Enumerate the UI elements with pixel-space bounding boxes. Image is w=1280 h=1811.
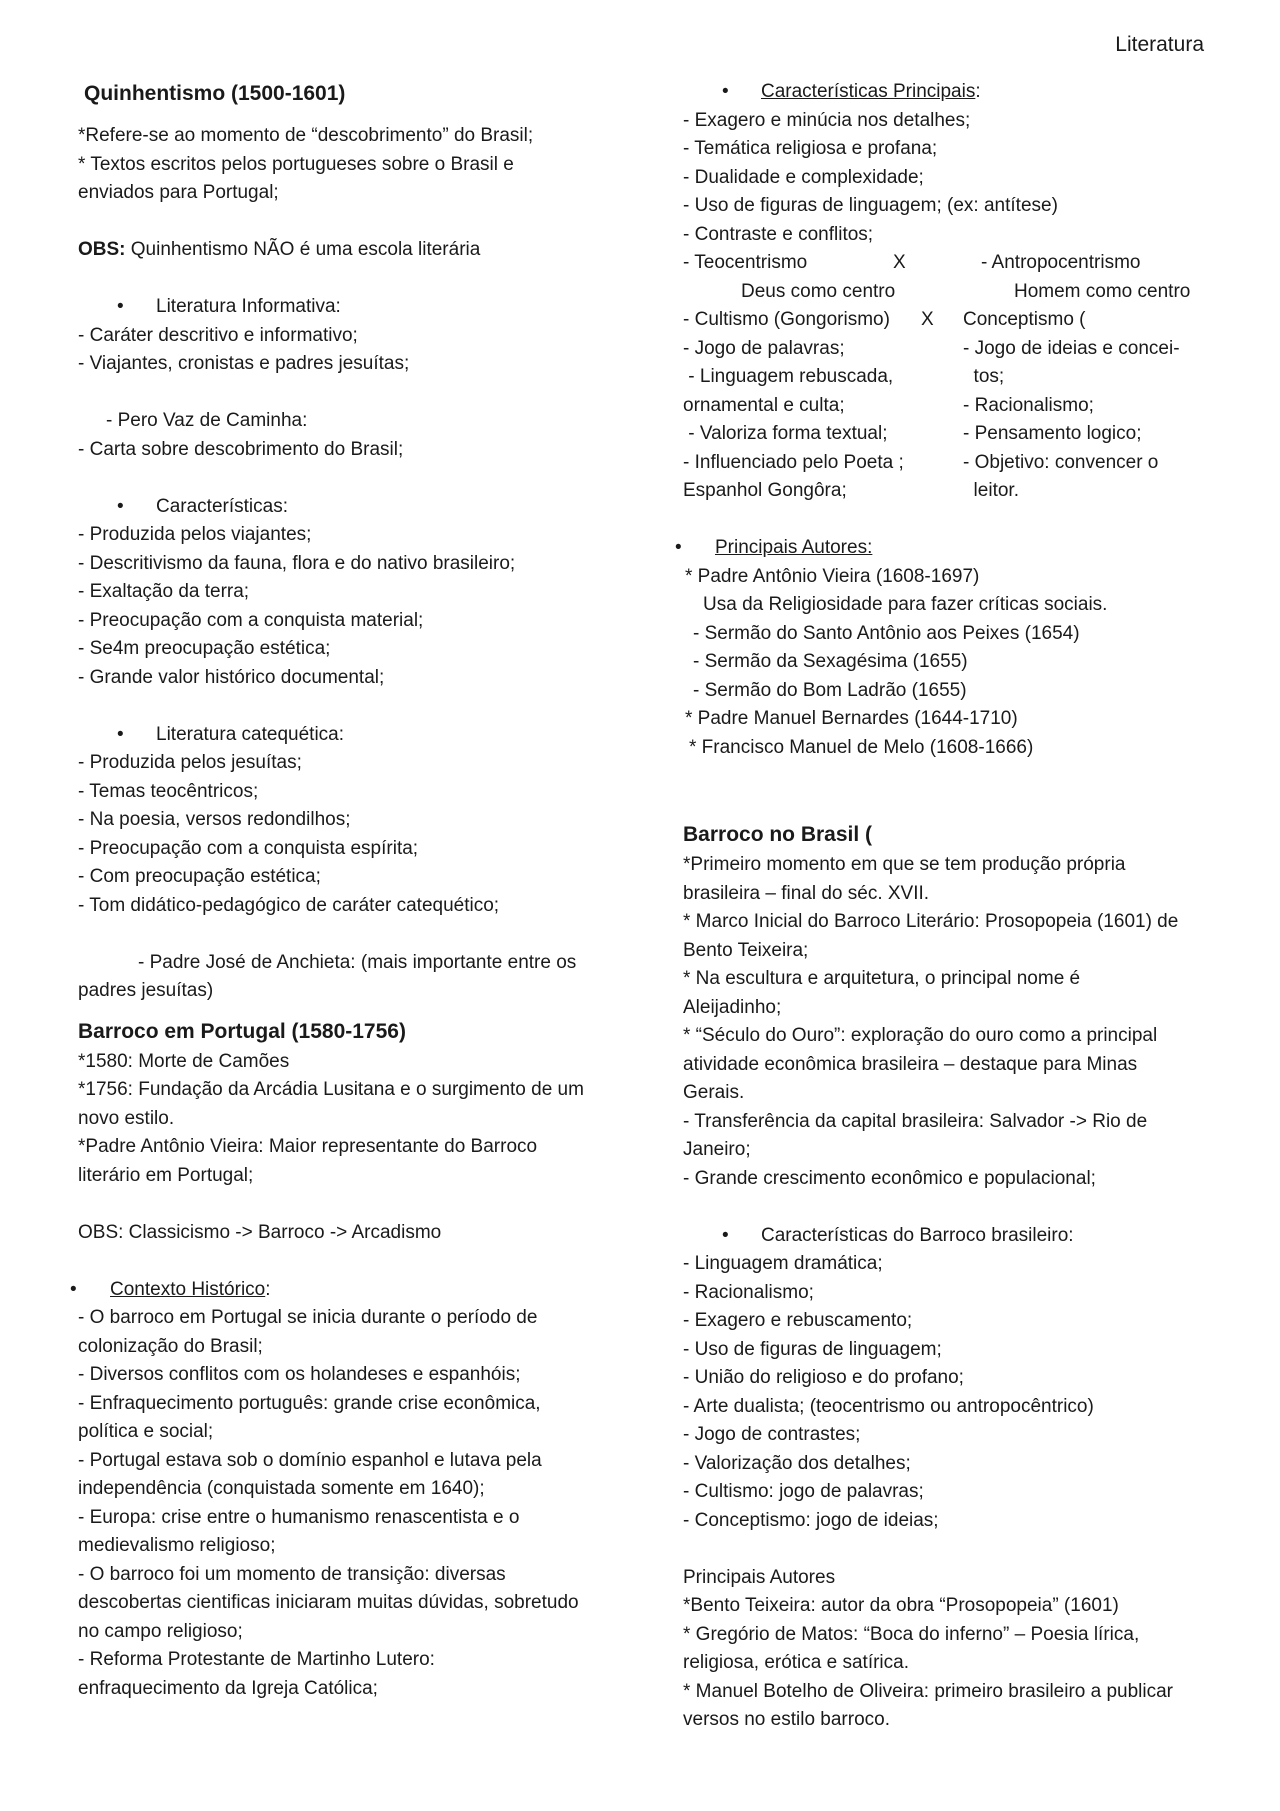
cultismo-x: X	[921, 309, 934, 330]
literatura-informativa-bullet: • Literatura Informativa:	[78, 293, 618, 322]
text-line: - O barroco foi um momento de transição: diversas	[78, 1563, 506, 1585]
literatura-catequetica-bullet: • Literatura catequética:	[78, 721, 618, 750]
text-line: *1580: Morte de Camões	[78, 1050, 290, 1072]
text-line: - Dualidade e complexidade;	[683, 166, 924, 188]
text-line: Bento Teixeira;	[683, 939, 809, 961]
pero-vaz-caminha-list	[78, 436, 618, 465]
cultismo-cell: - Influenciado pelo Poeta ;	[683, 451, 904, 473]
teocentrismo-x: X	[893, 252, 906, 273]
text-line: - Portugal estava sob o domínio espanhol e lutava pela	[78, 1449, 542, 1471]
cultismo-label: - Cultismo (Gongorismo)	[683, 309, 890, 330]
text-line: * Textos escritos pelos portugueses sobre o Brasil e	[78, 153, 514, 175]
principais-autores-br-list	[683, 1592, 1208, 1735]
vieira-description: Usa da Religiosidade para fazer críticas sociais.	[703, 594, 1108, 615]
comparison-row	[683, 449, 1208, 478]
text-line: - Reforma Protestante de Martinho Lutero:	[78, 1649, 435, 1670]
conceptismo-cell: - Racionalismo;	[963, 394, 1094, 416]
cultismo-cell: ornamental e culta;	[683, 394, 845, 416]
text-line: Janeiro;	[683, 1139, 751, 1160]
caracteristicas-barroco-br-bullet: • Características do Barroco brasileiro:	[683, 1222, 1208, 1251]
text-line: no campo religioso;	[78, 1620, 243, 1642]
barroco-portugal-title: Barroco em Portugal (1580-1756)	[78, 1019, 406, 1043]
obs-text: Quinhentismo NÃO é uma escola literária	[125, 239, 481, 260]
text-line: *Bento Teixeira: autor da obra “Prosopopeia” (1601)	[683, 1595, 1119, 1616]
conceptismo-label: Conceptismo (	[963, 309, 1086, 330]
anchieta-line-2: padres jesuítas)	[78, 980, 214, 1001]
literatura-informativa-list	[78, 322, 618, 379]
literatura-catequetica-list	[78, 749, 618, 920]
caracteristicas-bullet: • Características:	[78, 493, 618, 522]
caracteristicas-barroco-br-list	[683, 1250, 1208, 1535]
caracteristicas-principais-colon: :	[975, 81, 981, 102]
conceptismo-cell: tos;	[963, 366, 1005, 387]
text-line: Gerais.	[683, 1082, 745, 1103]
text-line: - Uso de figuras de linguagem;	[683, 1338, 942, 1360]
text-line: literário em Portugal;	[78, 1164, 254, 1186]
text-line: - Arte dualista; (teocentrismo ou antropocêntrico)	[683, 1395, 1094, 1417]
text-line: * Marco Inicial do Barroco Literário: Prosopopeia (1601) de	[683, 911, 1179, 932]
text-line: - Cultismo: jogo de palavras;	[683, 1481, 924, 1502]
text-line: - Com preocupação estética;	[78, 866, 321, 887]
text-line: * Na escultura e arquitetura, o principal nome é	[683, 968, 1081, 989]
text-line: * Gregório de Matos: “Boca do inferno” – Poesia lírica,	[683, 1623, 1140, 1645]
text-line: novo estilo.	[78, 1107, 175, 1129]
text-line: - Europa: crise entre o humanismo renascentista e o	[78, 1506, 520, 1528]
obs-note	[78, 236, 618, 265]
comparison-row	[683, 335, 1208, 364]
text-line: - Jogo de contrastes;	[683, 1424, 861, 1445]
text-line: - Racionalismo;	[683, 1281, 814, 1303]
text-line: colonização do Brasil;	[78, 1335, 263, 1357]
homem-centro-label: Homem como centro	[1014, 280, 1191, 302]
text-line: medievalismo religioso;	[78, 1535, 276, 1556]
sermao-sexagesima: - Sermão da Sexagésima (1655)	[693, 651, 968, 672]
text-line: - Carta sobre descobrimento do Brasil;	[78, 438, 404, 460]
text-line: - Se4m preocupação estética;	[78, 638, 331, 659]
text-line: - União do religioso e do profano;	[683, 1367, 964, 1388]
text-line: - Grande crescimento econômico e populacional;	[683, 1167, 1096, 1189]
caracteristicas-principais-title: Características Principais	[761, 81, 976, 102]
contexto-historico-bullet	[78, 1276, 618, 1305]
caracteristicas-list	[78, 521, 618, 692]
text-line: - Contraste e conflitos;	[683, 223, 874, 245]
text-line: religiosa, erótica e satírica.	[683, 1652, 909, 1673]
text-line: enviados para Portugal;	[78, 182, 279, 203]
text-line: - Viajantes, cronistas e padres jesuítas;	[78, 353, 410, 374]
deus-centro-label: Deus como centro	[741, 280, 896, 302]
comparison-row	[683, 477, 1208, 506]
autor-bernardes: * Padre Manuel Bernardes (1644-1710)	[685, 708, 1018, 729]
quinhentismo-title: Quinhentismo (1500-1601)	[84, 82, 346, 105]
sermao-bom-ladrao: - Sermão do Bom Ladrão (1655)	[693, 679, 967, 701]
anchieta-line-1: - Padre José de Anchieta: (mais importante entre os	[138, 951, 577, 973]
text-line: - Tom didático-pedagógico de caráter catequético;	[78, 894, 500, 916]
text-line: - Caráter descritivo e informativo;	[78, 324, 358, 346]
sermao-peixes: - Sermão do Santo Antônio aos Peixes (1654)	[693, 622, 1080, 644]
teocentrismo-row	[683, 249, 1208, 278]
text-line: - Grande valor histórico documental;	[78, 666, 385, 688]
text-line: descobertas cientificas iniciaram muitas dúvidas, sobretudo	[78, 1592, 579, 1613]
page-header-title: Literatura	[1115, 33, 1204, 56]
text-line: política e social;	[78, 1421, 214, 1442]
text-line: - Conceptismo: jogo de ideias;	[683, 1509, 939, 1531]
conceptismo-cell: leitor.	[963, 480, 1019, 501]
text-line: - O barroco em Portugal se inicia durante o período de	[78, 1307, 538, 1328]
principais-autores-title: Principais Autores:	[715, 537, 873, 558]
caracteristicas-principais-list	[683, 107, 1208, 250]
comparison-row	[683, 363, 1208, 392]
text-line: - Descritivismo da fauna, flora e do nativo brasileiro;	[78, 552, 516, 574]
conceptismo-cell: - Jogo de ideias e concei-	[963, 337, 1180, 359]
caracteristicas-principais-bullet	[683, 78, 1208, 107]
principais-autores-br-title: Principais Autores	[683, 1566, 836, 1588]
text-line: - Produzida pelos viajantes;	[78, 524, 312, 545]
left-column	[78, 78, 618, 1703]
text-line: * Manuel Botelho de Oliveira: primeiro brasileiro a publicar	[683, 1680, 1174, 1702]
conceptismo-cell: - Pensamento logico;	[963, 423, 1142, 444]
text-line: - Enfraquecimento português: grande crise econômica,	[78, 1392, 541, 1414]
conceptismo-cell: - Objetivo: convencer o	[963, 451, 1159, 473]
text-line: - Preocupação com a conquista material;	[78, 609, 424, 631]
barroco-brasil-list	[683, 851, 1208, 1193]
text-line: * “Século do Ouro”: exploração do ouro como a principal	[683, 1025, 1158, 1046]
text-line: *1756: Fundação da Arcádia Lusitana e o surgimento de um	[78, 1079, 584, 1100]
text-line: atividade econômica brasileira – destaque para Minas	[683, 1053, 1138, 1075]
principais-autores-bullet	[683, 534, 1208, 563]
text-line: - Transferência da capital brasileira: Salvador -> Rio de	[683, 1110, 1148, 1132]
text-line: independência (conquistada somente em 1640);	[78, 1478, 485, 1499]
cultismo-cell: - Linguagem rebuscada,	[683, 366, 894, 387]
comparison-row	[683, 420, 1208, 449]
text-line: - Exagero e minúcia nos detalhes;	[683, 109, 971, 131]
text-line: - Exagero e rebuscamento;	[683, 1310, 913, 1331]
cultismo-cell: - Jogo de palavras;	[683, 337, 845, 359]
comparison-row	[683, 392, 1208, 421]
text-line: - Linguagem dramática;	[683, 1253, 883, 1274]
teocentrismo-label: - Teocentrismo	[683, 252, 808, 273]
text-line: - Na poesia, versos redondilhos;	[78, 809, 351, 830]
text-line: *Primeiro momento em que se tem produção própria	[683, 854, 1126, 875]
text-line: - Preocupação com a conquista espírita;	[78, 837, 419, 859]
text-line: brasileira – final do séc. XVII.	[683, 882, 930, 904]
right-column	[683, 78, 1208, 1735]
quinhentismo-intro	[78, 122, 618, 208]
obs-label: OBS:	[78, 239, 126, 260]
barroco-portugal-list	[78, 1048, 618, 1191]
text-line: - Exaltação da terra;	[78, 581, 250, 602]
cultismo-cell: - Valoriza forma textual;	[683, 423, 888, 444]
autor-vieira: * Padre Antônio Vieira (1608-1697)	[685, 565, 980, 587]
text-line: - Diversos conflitos com os holandeses e espanhóis;	[78, 1364, 521, 1385]
cultismo-row	[683, 306, 1208, 335]
text-line: enfraquecimento da Igreja Católica;	[78, 1677, 378, 1699]
text-line: *Refere-se ao momento de “descobrimento” do Brasil;	[78, 125, 534, 146]
centro-row	[683, 278, 1208, 307]
text-line: - Uso de figuras de linguagem; (ex: antítese)	[683, 195, 1058, 216]
text-line: versos no estilo barroco.	[683, 1709, 890, 1730]
text-line: - Valorização dos detalhes;	[683, 1452, 911, 1474]
barroco-brasil-title: Barroco no Brasil (	[683, 823, 873, 846]
text-line: Aleijadinho;	[683, 996, 782, 1018]
antropocentrismo-label: - Antropocentrismo	[981, 252, 1141, 273]
contexto-historico-list	[78, 1304, 618, 1703]
obs-classicismo: OBS: Classicismo -> Barroco -> Arcadismo	[78, 1221, 442, 1243]
contexto-historico-title: Contexto Histórico	[110, 1278, 266, 1300]
text-line: *Padre Antônio Vieira: Maior representante do Barroco	[78, 1136, 538, 1157]
autor-melo: * Francisco Manuel de Melo (1608-1666)	[689, 736, 1034, 758]
cultismo-conceptismo-table	[683, 335, 1208, 506]
contexto-historico-colon: :	[265, 1278, 271, 1300]
text-line: - Temas teocêntricos;	[78, 780, 259, 802]
text-line: - Produzida pelos jesuítas;	[78, 752, 302, 773]
text-line: - Temática religiosa e profana;	[683, 138, 938, 159]
pero-vaz-caminha-heading: - Pero Vaz de Caminha:	[106, 410, 308, 431]
cultismo-cell: Espanhol Gongôra;	[683, 480, 847, 501]
